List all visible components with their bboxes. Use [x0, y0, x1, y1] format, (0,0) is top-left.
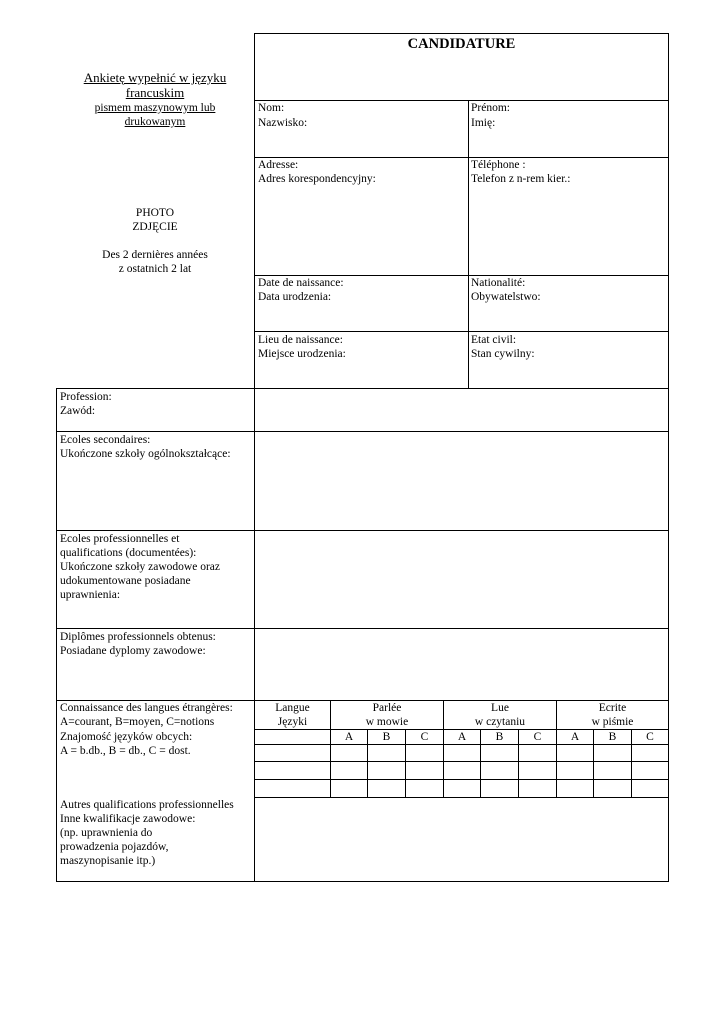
section-label-diplomes: Diplômes professionnels obtenus:	[60, 631, 216, 643]
section-label-pro: Ukończone szkoły zawodowe oraz	[60, 561, 220, 573]
photo-label: PHOTO	[135, 207, 175, 219]
section-label-autres: maszynopisanie itp.)	[60, 855, 156, 867]
form-title: CANDIDATURE	[407, 36, 516, 52]
field-label-naissance: Date de naissance:	[258, 277, 344, 289]
photo-note: z ostatnich 2 lat	[118, 263, 192, 275]
lang-col-header: w piśmie	[591, 716, 634, 728]
field-label-naissance: Data urodzenia:	[258, 291, 332, 303]
lang-col-header: Lue	[491, 702, 509, 714]
field-label-prenom: Imię:	[471, 117, 496, 129]
level-label: B	[608, 731, 617, 743]
section-label-langues: Connaissance des langues étrangères:	[60, 702, 233, 714]
lang-col-header: Parlée	[372, 702, 402, 714]
level-label: C	[533, 731, 542, 743]
field-label-lieu: Lieu de naissance:	[258, 334, 343, 346]
section-label-pro: qualifications (documentées):	[60, 547, 197, 559]
field-label-nationalite: Nationalité:	[471, 277, 526, 289]
level-label: A	[570, 731, 580, 743]
section-label-autres: Autres qualifications professionnelles	[60, 799, 234, 811]
instruction-text: drukowanym	[124, 116, 186, 128]
section-label-ecoles: Ukończone szkoły ogólnokształcące:	[60, 448, 231, 460]
section-label-pro: uprawnienia:	[60, 589, 121, 601]
lang-col-header: Ecrite	[598, 702, 627, 714]
instruction-text: francuskim	[125, 85, 185, 100]
lang-col-header: w mowie	[365, 716, 409, 728]
section-label-ecoles: Ecoles secondaires:	[60, 434, 151, 446]
level-label: A	[344, 731, 354, 743]
field-label-telephone: Telefon z n-rem kier.:	[471, 173, 571, 185]
photo-note: Des 2 dernières années	[102, 249, 208, 261]
field-label-telephone: Téléphone :	[471, 159, 526, 171]
section-label-autres: prowadzenia pojazdów,	[60, 841, 169, 853]
photo-label: ZDJĘCIE	[132, 221, 178, 233]
field-label-nom: Nazwisko:	[258, 117, 308, 129]
field-label-lieu: Miejsce urodzenia:	[258, 348, 346, 360]
section-label-langues: A = b.db., B = db., C = dost.	[60, 745, 191, 757]
lang-col-header: Langue	[275, 702, 310, 714]
field-label-adresse: Adres korespondencyjny:	[258, 173, 376, 185]
field-label-nom: Nom:	[258, 102, 285, 114]
section-label-autres: (np. uprawnienia do	[60, 827, 153, 839]
section-label-langues: A=courant, B=moyen, C=notions	[60, 716, 215, 728]
field-label-etat-civil: Stan cywilny:	[471, 348, 535, 360]
level-label: C	[646, 731, 654, 743]
section-label-autres: Inne kwalifikacje zawodowe:	[60, 813, 196, 825]
field-label-prenom: Prénom:	[471, 102, 510, 114]
section-label-profession: Profession:	[60, 391, 112, 403]
level-label: A	[457, 731, 467, 743]
section-label-langues: Znajomość języków obcych:	[60, 731, 193, 743]
section-label-diplomes: Posiadane dyplomy zawodowe:	[60, 645, 206, 657]
level-label: B	[382, 731, 391, 743]
section-label-profession: Zawód:	[60, 405, 96, 417]
field-label-nationalite: Obywatelstwo:	[471, 291, 541, 303]
field-label-adresse: Adresse:	[258, 159, 299, 171]
instruction-text: pismem maszynowym lub	[94, 102, 216, 114]
level-label: B	[495, 731, 504, 743]
field-label-etat-civil: Etat civil:	[471, 334, 517, 346]
instruction-text: Ankietę wypełnić w języku	[83, 70, 227, 85]
section-label-pro: Ecoles professionnelles et	[60, 533, 180, 545]
level-label: C	[420, 731, 429, 743]
section-label-pro: udokumentowane posiadane	[60, 575, 191, 587]
lang-col-header: w czytaniu	[474, 716, 526, 728]
lang-col-header: Języki	[277, 716, 308, 728]
